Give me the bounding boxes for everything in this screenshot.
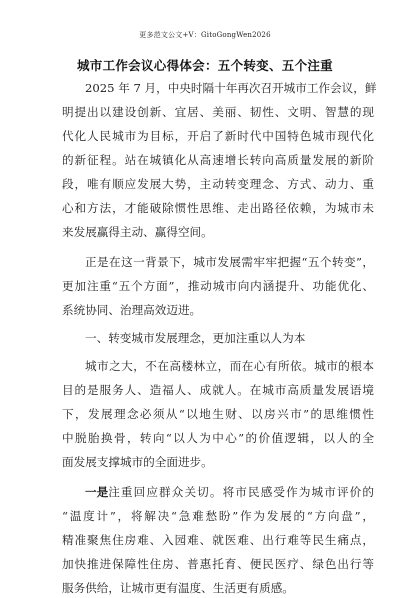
paragraph-1-line-7: 来发展赢得主动、赢得空间。	[62, 225, 213, 239]
paragraph-3-line-4: 中脱胎换骨，转向“以人为中心”的价值逻辑，以人的全	[62, 431, 374, 445]
section-heading-1: 一、转变城市发展理念，更加注重以人为本	[85, 331, 306, 345]
paragraph-4-line-1	[85, 482, 374, 502]
paragraph-4-line-2: “温度计”，将解决“急难愁盼”作为发展的“方向盘”，	[62, 509, 374, 523]
header-note: 更多范文公文+V：GitoGongWen2026	[139, 31, 271, 39]
paragraph-1-line-1: 2025 年 7 月，中央时隔十年再次召开城市工作会议，鲜	[85, 81, 377, 95]
paragraph-3-line-3: 下，发展理念必须从“以地生财、以房兴市”的思维惯性	[62, 407, 374, 421]
paragraph-4-line-5: 服务供给，让城市更有温度、生活更有质感。	[62, 581, 294, 595]
paragraph-1-line-2: 明提出以建设创新、宜居、美丽、韧性、文明、智慧的现	[62, 105, 374, 119]
paragraph-1-line-4: 的新征程。站在城镇化从高速增长转向高质量发展的新阶	[62, 153, 374, 167]
paragraph-3-line-1: 城市之大，不在高楼林立，而在心有所依。城市的根本	[85, 359, 374, 373]
paragraph-2-line-2: 更加注重“五个方面”，推动城市向内涵提升、功能优化、	[62, 279, 374, 293]
paragraph-1-line-6: 心和方法，才能破除惯性思维、走出路径依赖，为城市未	[62, 201, 374, 215]
paragraph-2-line-1: 正是在这一背景下，城市发展需牢牢把握“五个转变”，	[85, 255, 374, 269]
document-title: 城市工作会议心得体会：五个转变、五个注重	[76, 58, 333, 73]
paragraph-4-line-1-text: 注重回应群众关切。将市民感受作为城市评价的	[108, 485, 374, 499]
paragraph-4-line-4: 加快推进保障性住房、普惠托育、便民医疗、绿色出行等	[62, 557, 374, 571]
paragraph-4-line-3: 精准聚焦住房难、入园难、就医难、出行难等民生痛点，	[62, 533, 374, 547]
paragraph-3-line-5: 面发展支撑城市的全面进步。	[62, 455, 213, 469]
paragraph-1-line-3: 代化人民城市为目标，开启了新时代中国特色城市现代化	[62, 129, 374, 143]
paragraph-3-line-2: 目的是服务人、造福人、成就人。在城市高质量发展语境	[62, 383, 374, 397]
paragraph-4-lead: 一是	[85, 485, 109, 499]
paragraph-2-line-3: 系统协同、治理高效迈进。	[62, 303, 202, 317]
paragraph-1-line-5: 段，唯有顺应发展大势，主动转变理念、方式、动力、重	[62, 177, 374, 191]
